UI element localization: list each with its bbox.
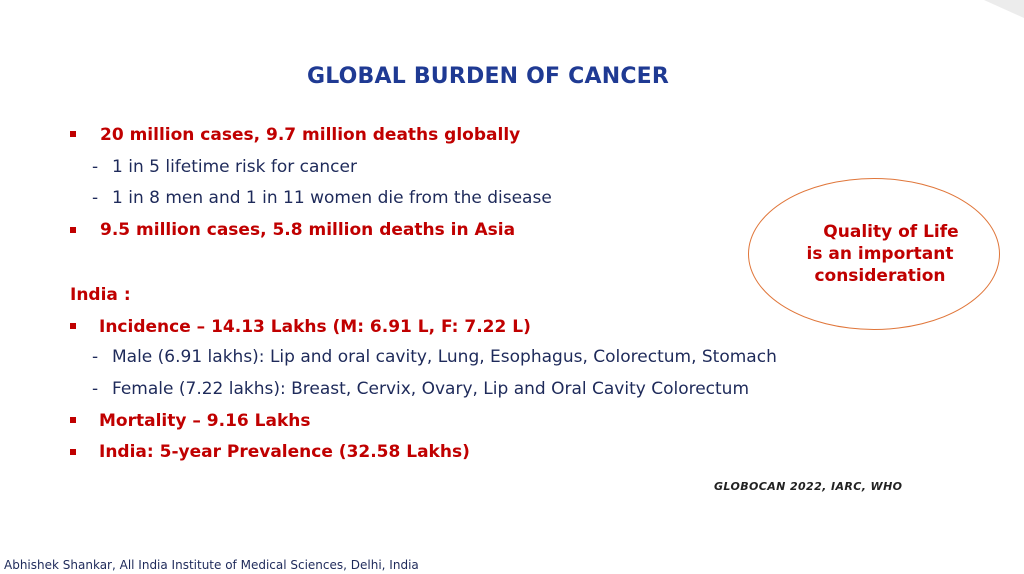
- sub-dash: -: [92, 188, 99, 208]
- callout-line-2: is an important: [806, 244, 954, 264]
- bullet-icon: [70, 227, 76, 233]
- global-cases-text: 20 million cases, 9.7 million deaths globally: [100, 125, 521, 145]
- mortality-text: Mortality – 9.16 Lakhs: [99, 411, 311, 431]
- bullet-icon: [70, 131, 76, 137]
- bullet-icon: [70, 449, 76, 455]
- mortality-ratio-text: 1 in 8 men and 1 in 11 women die from the disease: [112, 188, 552, 208]
- india-label: India :: [70, 285, 131, 305]
- female-cancers-text: Female (7.22 lakhs): Breast, Cervix, Ovary, Lip and Oral Cavity Colorectum: [112, 379, 750, 399]
- lifetime-risk-text: 1 in 5 lifetime risk for cancer: [112, 157, 357, 177]
- slide-corner-decoration: [984, 0, 1024, 18]
- callout-line-3: consideration: [814, 266, 946, 286]
- asia-cases-text: 9.5 million cases, 5.8 million deaths in Asia: [100, 220, 516, 240]
- sub-dash: -: [92, 379, 99, 399]
- slide-title: GLOBAL BURDEN OF CANCER: [306, 64, 670, 89]
- reference-citation: GLOBOCAN 2022, IARC, WHO: [714, 480, 903, 493]
- quality-of-life-callout: [790, 221, 970, 287]
- male-cancers-text: Male (6.91 lakhs): Lip and oral cavity, Lung, Esophagus, Colorectum, Stomach: [112, 347, 777, 367]
- sub-dash: -: [92, 157, 99, 177]
- callout-line-1: Quality of Life: [823, 222, 959, 242]
- incidence-text: Incidence – 14.13 Lakhs (M: 6.91 L, F: 7.22 L): [99, 317, 531, 337]
- prevalence-text: India: 5-year Prevalence (32.58 Lakhs): [99, 442, 470, 462]
- slide-footer: Abhishek Shankar, All India Institute of Medical Sciences, Delhi, India: [4, 558, 419, 572]
- bullet-icon: [70, 323, 76, 329]
- bullet-icon: [70, 417, 76, 423]
- sub-dash: -: [92, 347, 99, 367]
